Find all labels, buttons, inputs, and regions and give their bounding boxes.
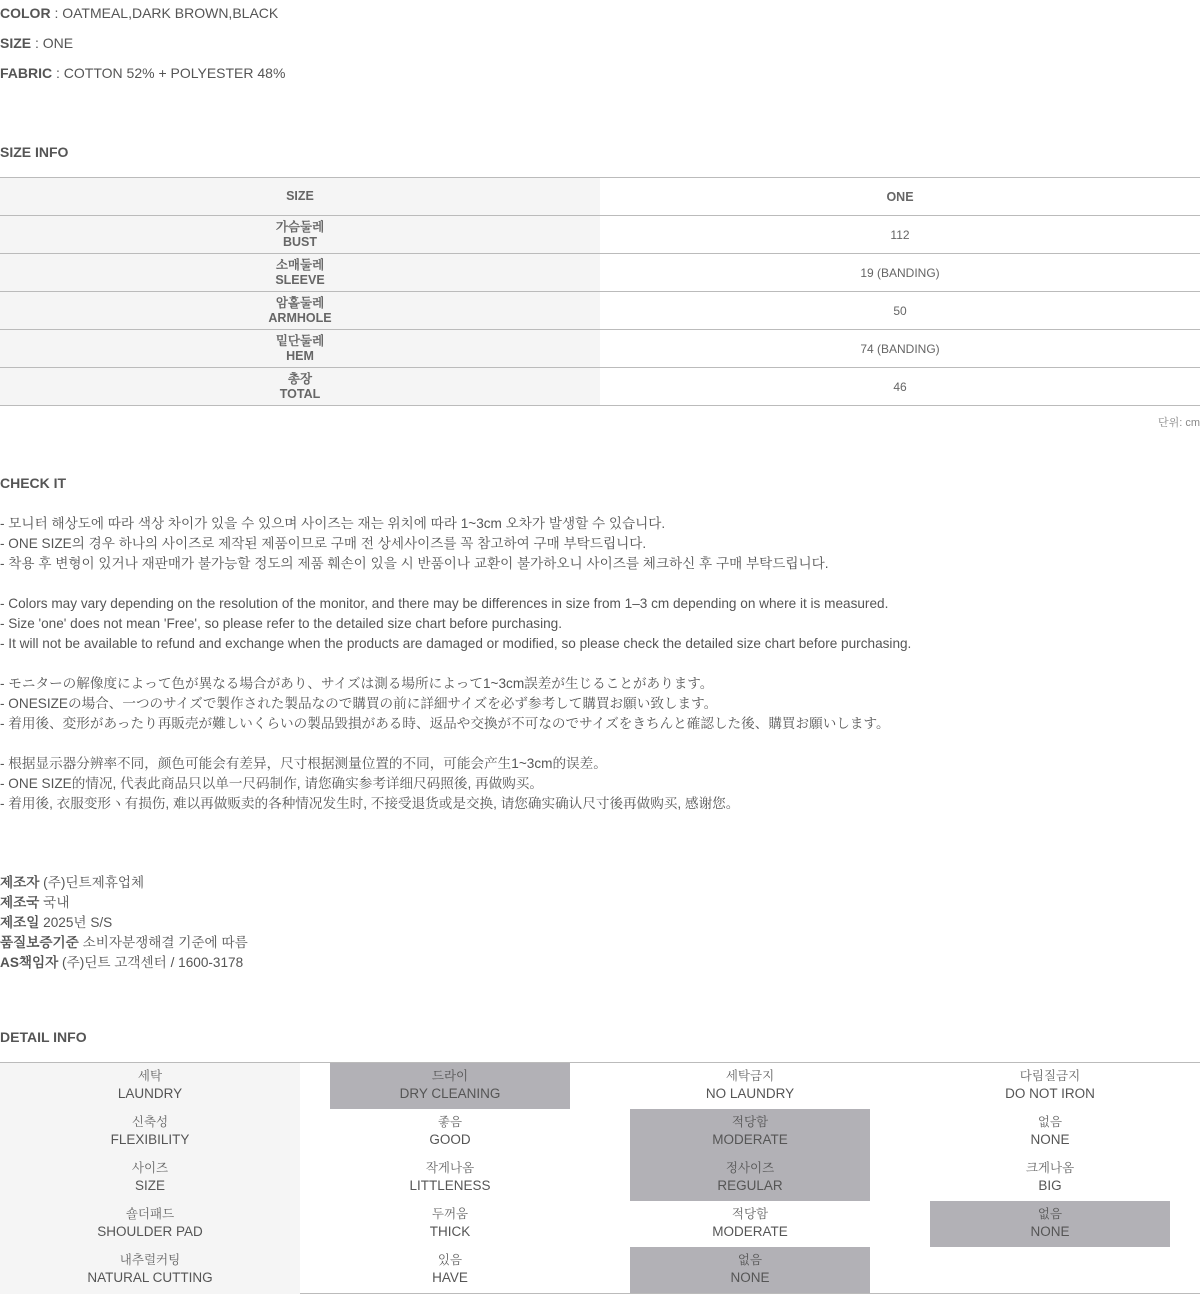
measure-ko: 가슴둘레 xyxy=(275,219,325,234)
maker-value: 소비자분쟁해결 기준에 따름 xyxy=(78,935,248,950)
note-line: - It will not be available to refund and exchange when the products are damaged or modified, so please check the detailed size chart before purchasing. xyxy=(0,636,912,651)
spec-value: : COTTON 52% + POLYESTER 48% xyxy=(52,65,286,81)
measure-en: ARMHOLE xyxy=(268,310,332,325)
measure-en: BUST xyxy=(282,234,318,249)
table-row xyxy=(0,178,1200,216)
label-en: SHOULDER PAD xyxy=(97,1224,203,1239)
detail-option xyxy=(930,1063,1170,1109)
spec-value: : OATMEAL,DARK BROWN,BLACK xyxy=(50,5,279,21)
option-en: GOOD xyxy=(429,1132,471,1147)
maker-label: 제조일 xyxy=(0,915,40,930)
spec-color xyxy=(0,4,285,34)
measure-en: HEM xyxy=(286,348,314,363)
maker-label: 제조국 xyxy=(0,895,40,910)
maker-row xyxy=(0,933,248,953)
detail-option xyxy=(930,1109,1170,1155)
option-en: NO LAUNDRY xyxy=(705,1086,795,1101)
detail-info-grid xyxy=(0,1062,1200,1294)
option-ko: 다림질금지 xyxy=(1019,1069,1081,1083)
note-line: - 모니터 해상도에 따라 색상 차이가 있을 수 있으며 사이즈는 재는 위치에 따라 1~3cm 오차가 발생할 수 있습니다. xyxy=(0,516,666,531)
option-ko: 적당함 xyxy=(731,1115,769,1129)
label-ko: 내추럴커팅 xyxy=(119,1253,181,1267)
measure-label xyxy=(0,216,600,254)
measure-ko: 소매둘레 xyxy=(275,257,325,272)
note-line: - Colors may vary depending on the resolution of the monitor, and there may be differences in size from 1–3 cm depending on where it is measured. xyxy=(0,596,889,611)
maker-label: 품질보증기준 xyxy=(0,935,79,950)
detail-option xyxy=(930,1155,1170,1201)
notes-korean xyxy=(0,514,1200,574)
option-en: DRY CLEANING xyxy=(399,1086,501,1101)
table-row xyxy=(0,368,1200,406)
detail-row-label xyxy=(0,1247,300,1293)
detail-option-selected xyxy=(930,1201,1170,1247)
spec-label: FABRIC xyxy=(0,65,53,81)
notes-chinese xyxy=(0,754,1200,814)
option-ko: 두꺼움 xyxy=(431,1207,469,1221)
check-it-notes xyxy=(0,514,1200,834)
check-it-title: CHECK IT xyxy=(0,475,67,491)
label-ko: 세탁 xyxy=(137,1069,163,1083)
measure-en: TOTAL xyxy=(279,386,321,401)
size-header-value: ONE xyxy=(600,178,1200,216)
detail-info-title: DETAIL INFO xyxy=(0,1029,87,1045)
note-line: - ONE SIZE的情况, 代表此商品只以单一尺码制作, 请您确实参考详细尺码照後, 再做购买。 xyxy=(0,776,544,791)
label-ko: 신축성 xyxy=(131,1115,169,1129)
option-ko: 드라이 xyxy=(431,1069,469,1083)
maker-value: (주)딘트 고객센터 / 1600-3178 xyxy=(58,955,244,970)
spec-label: COLOR xyxy=(0,5,51,21)
measure-value: 112 xyxy=(600,216,1200,254)
measure-value: 74 (BANDING) xyxy=(600,330,1200,368)
detail-row-label xyxy=(0,1155,300,1201)
unit-note: 단위: cm xyxy=(1157,417,1200,429)
manufacturer-info xyxy=(0,873,248,973)
detail-option xyxy=(330,1247,570,1293)
measure-ko: 밑단둘레 xyxy=(275,333,325,348)
table-row xyxy=(0,292,1200,330)
label-en: LAUNDRY xyxy=(117,1086,183,1101)
option-ko: 작게나옴 xyxy=(425,1161,475,1175)
option-en: BIG xyxy=(1038,1178,1062,1193)
note-line: - 着用後、変形があったり再販売が難しいくらいの製品毀損がある時、返品や交換が不可なのでサイズをきちんと確認した後、購買お願いします。 xyxy=(0,716,890,731)
label-en: NATURAL CUTTING xyxy=(87,1270,213,1285)
detail-option-selected xyxy=(630,1247,870,1293)
detail-option xyxy=(330,1155,570,1201)
detail-option-selected xyxy=(330,1063,570,1109)
measure-value: 46 xyxy=(600,368,1200,406)
option-en: LITTLENESS xyxy=(409,1178,491,1193)
size-table xyxy=(0,177,1200,406)
measure-value: 19 (BANDING) xyxy=(600,254,1200,292)
detail-row-label xyxy=(0,1109,300,1155)
measure-value: 50 xyxy=(600,292,1200,330)
maker-row xyxy=(0,953,248,973)
notes-japanese xyxy=(0,674,1200,734)
option-ko: 좋음 xyxy=(437,1115,463,1129)
table-row xyxy=(0,216,1200,254)
product-specs xyxy=(0,4,285,94)
option-ko: 정사이즈 xyxy=(725,1161,775,1175)
spec-size xyxy=(0,34,285,64)
detail-option-selected xyxy=(630,1109,870,1155)
option-en: HAVE xyxy=(432,1270,468,1285)
measure-ko: 총장 xyxy=(287,371,313,386)
label-ko: 숄더패드 xyxy=(125,1207,175,1221)
measure-ko: 암홀둘레 xyxy=(275,295,325,310)
maker-label: AS책임자 xyxy=(0,955,59,970)
size-info-title: SIZE INFO xyxy=(0,144,69,160)
option-en: NONE xyxy=(730,1270,770,1285)
measure-label xyxy=(0,368,600,406)
measure-en: SLEEVE xyxy=(275,272,325,287)
note-line: - ONESIZEの場合、一つのサイズで製作された製品なので購買の前に詳細サイズを必ず参考して購買お願い致します。 xyxy=(0,696,718,711)
measure-label xyxy=(0,330,600,368)
label-ko: 사이즈 xyxy=(131,1161,169,1175)
maker-row xyxy=(0,873,248,893)
detail-row-label xyxy=(0,1201,300,1247)
spec-value: : ONE xyxy=(31,35,74,51)
detail-option-selected xyxy=(630,1155,870,1201)
option-en: MODERATE xyxy=(712,1132,788,1147)
maker-row xyxy=(0,913,248,933)
size-header-label: SIZE xyxy=(0,178,600,216)
detail-row-label xyxy=(0,1063,300,1109)
label-en: SIZE xyxy=(134,1178,165,1193)
option-ko: 크게나옴 xyxy=(1025,1161,1075,1175)
table-row xyxy=(0,330,1200,368)
detail-option xyxy=(630,1063,870,1109)
spec-fabric xyxy=(0,64,285,94)
label-en: FLEXIBILITY xyxy=(110,1132,190,1147)
option-ko: 없음 xyxy=(1037,1207,1063,1221)
measure-label xyxy=(0,254,600,292)
detail-option xyxy=(330,1201,570,1247)
option-ko: 있음 xyxy=(437,1253,463,1267)
option-ko: 없음 xyxy=(737,1253,763,1267)
spec-label: SIZE xyxy=(0,35,32,51)
maker-row xyxy=(0,893,248,913)
maker-value: 국내 xyxy=(39,895,70,910)
note-line: - ONE SIZE의 경우 하나의 사이즈로 제작된 제품이므로 구매 전 상세사이즈를 꼭 참고하여 구매 부탁드립니다. xyxy=(0,536,647,551)
maker-label: 제조자 xyxy=(0,875,40,890)
measure-label xyxy=(0,292,600,330)
maker-value: 2025년 S/S xyxy=(39,915,113,930)
option-en: DO NOT IRON xyxy=(1005,1086,1095,1101)
note-line: - 착용 후 변형이 있거나 재판매가 불가능할 정도의 제품 훼손이 있을 시 반품이나 교환이 불가하오니 사이즈를 체크하신 후 구매 부탁드립니다. xyxy=(0,556,829,571)
note-line: - モニターの解像度によって色が異なる場合があり、サイズは測る場所によって1~3cm誤差が生じることがあります。 xyxy=(0,676,714,691)
option-en: THICK xyxy=(429,1224,471,1239)
option-en: MODERATE xyxy=(712,1224,788,1239)
option-en: REGULAR xyxy=(717,1178,783,1193)
option-ko: 없음 xyxy=(1037,1115,1063,1129)
maker-value: (주)딘트제휴업체 xyxy=(39,875,145,890)
detail-option xyxy=(330,1109,570,1155)
note-line: - Size 'one' does not mean 'Free', so please refer to the detailed size chart before purchasing. xyxy=(0,616,563,631)
note-line: - 着用後, 衣服变形ヽ有损伤, 难以再做贩卖的各种情况发生时, 不接受退货或是交换, 请您确实确认尺寸後再做购买, 感谢您。 xyxy=(0,796,740,811)
table-row xyxy=(0,254,1200,292)
option-en: NONE xyxy=(1030,1132,1070,1147)
note-line: - 根据显示器分辨率不同，颜色可能会有差异，尺寸根据测量位置的不同，可能会产生1~3cm的误差。 xyxy=(0,756,607,771)
option-en: NONE xyxy=(1030,1224,1070,1239)
option-ko: 적당함 xyxy=(731,1207,769,1221)
detail-option xyxy=(630,1201,870,1247)
option-ko: 세탁금지 xyxy=(725,1069,775,1083)
notes-english xyxy=(0,594,1200,654)
